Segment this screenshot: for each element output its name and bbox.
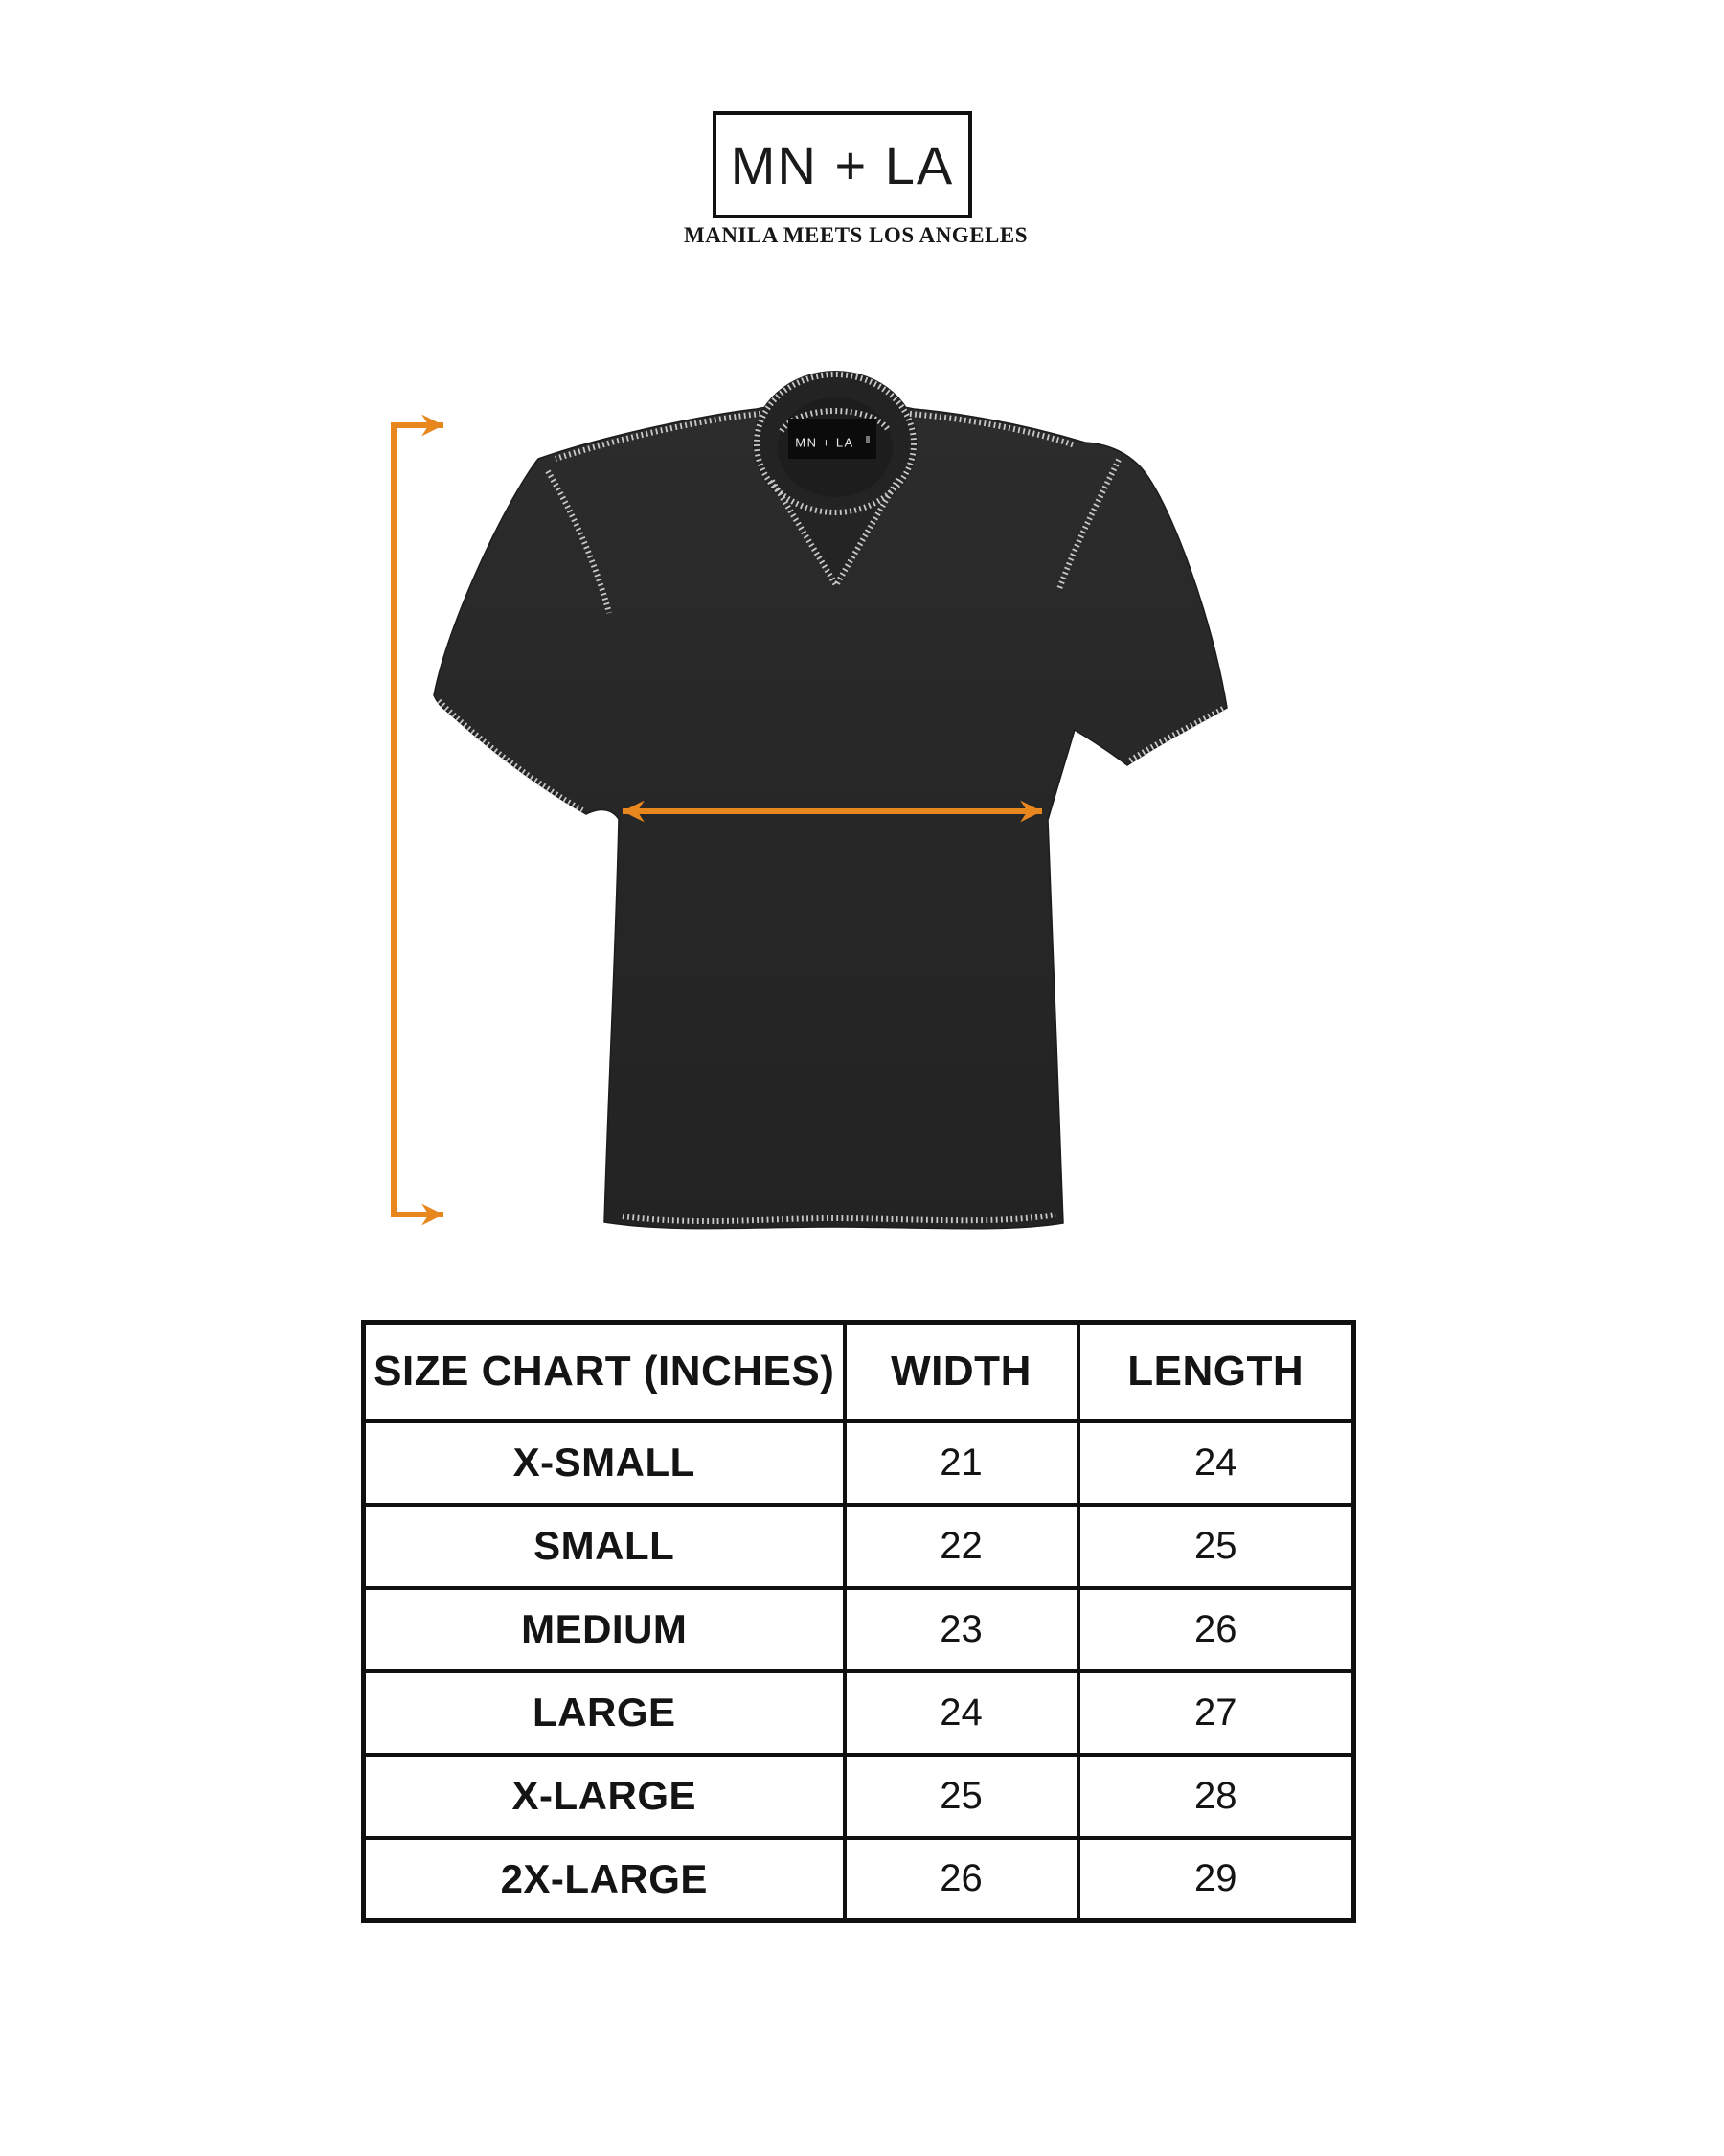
width-value: 22 <box>845 1505 1078 1588</box>
neck-label-text: MN + LA <box>795 435 854 450</box>
table-row-small <box>364 1505 1354 1588</box>
table-row-medium <box>364 1588 1354 1671</box>
length-value: 24 <box>1078 1421 1354 1505</box>
length-arrow <box>394 425 443 1214</box>
size-chart-section <box>361 1320 1351 1923</box>
width-value: 23 <box>845 1588 1078 1671</box>
length-value: 28 <box>1078 1755 1354 1838</box>
table-row-xlarge <box>364 1755 1354 1838</box>
size-chart-title: SIZE CHART (INCHES) <box>364 1323 845 1421</box>
width-value: 26 <box>845 1838 1078 1921</box>
neck-label-size-mark <box>866 436 870 443</box>
tshirt-image <box>434 371 1227 1229</box>
length-column-header: LENGTH <box>1078 1323 1354 1421</box>
size-label: SMALL <box>364 1505 845 1588</box>
brand-logo-box <box>713 111 972 218</box>
width-column-header: WIDTH <box>845 1323 1078 1421</box>
brand-tagline: MANILA MEETS LOS ANGELES <box>684 223 1029 247</box>
size-chart-header-row <box>364 1323 1354 1421</box>
width-value: 21 <box>845 1421 1078 1505</box>
size-label: LARGE <box>364 1671 845 1755</box>
brand-logo-text: MN + LA <box>730 134 955 195</box>
table-row-large <box>364 1671 1354 1755</box>
size-label: MEDIUM <box>364 1588 845 1671</box>
size-label: 2X-LARGE <box>364 1838 845 1921</box>
size-label: X-LARGE <box>364 1755 845 1838</box>
neck-label <box>788 419 876 459</box>
tshirt-measurement-diagram <box>369 356 1259 1281</box>
length-value: 25 <box>1078 1505 1354 1588</box>
size-chart-table <box>361 1320 1356 1923</box>
width-value: 24 <box>845 1671 1078 1755</box>
table-row-2xlarge <box>364 1838 1354 1921</box>
width-value: 25 <box>845 1755 1078 1838</box>
size-label: X-SMALL <box>364 1421 845 1505</box>
length-value: 26 <box>1078 1588 1354 1671</box>
table-row-xsmall <box>364 1421 1354 1505</box>
length-value: 29 <box>1078 1838 1354 1921</box>
length-value: 27 <box>1078 1671 1354 1755</box>
